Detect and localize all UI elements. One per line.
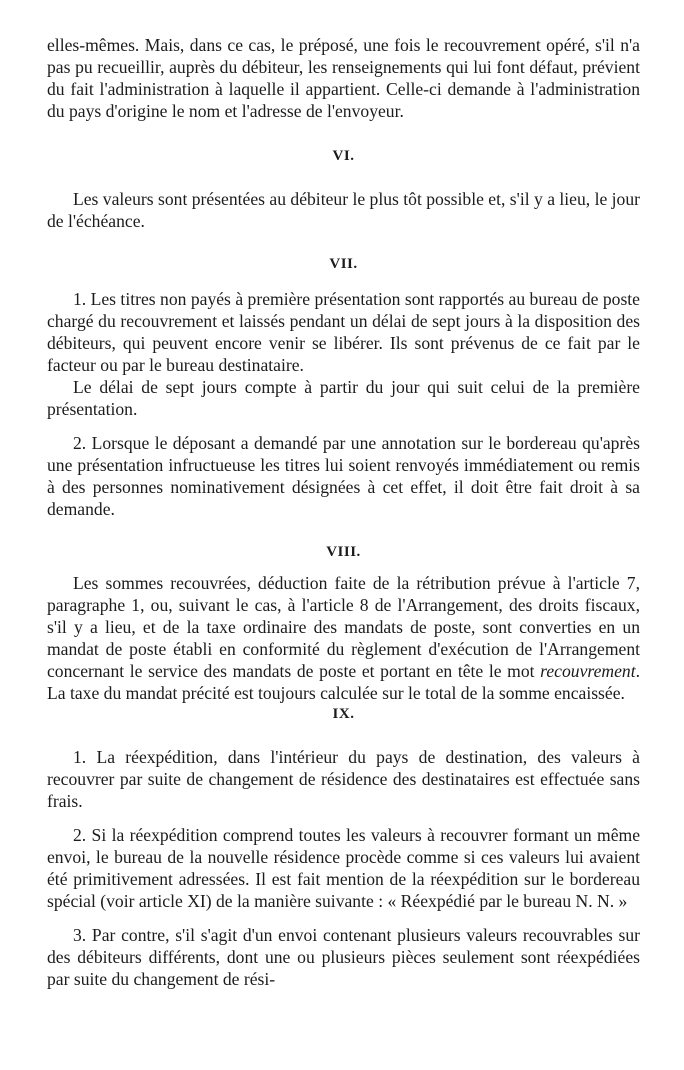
section-heading-ix: IX. [332, 706, 355, 722]
section-heading-vi: VI. [332, 148, 355, 164]
paragraph-vii-1-continued: Le délai de sept jours compte à partir du jour qui suit celui de la première présentation. [47, 377, 640, 419]
paragraph-vi: Les valeurs sont présentées au débiteur le plus tôt possible et, s'il y a lieu, le jour de l'échéance. [47, 189, 641, 231]
paragraph-vii-1: 1. Les titres non payés à première présentation sont rapportés au bureau de poste chargé du recouvrement et laissés pendant un délai de sept jours à la disposition des débiteurs, qui peuvent encore venir se libérer. Ils sont prévenus de ce fait par le facteur ou par le bureau destinataire. [47, 289, 640, 375]
paragraph-viii-text-a: Les sommes recouvrées, déduction faite de la rétribution prévue à l'article 7, paragraphe 1, ou, suivant le cas, à l'article 8 de l'Arrangement, des droits fiscaux, s'il y a lieu, et de la taxe ordinaire des mandats de poste, sont converties en un mandat de poste établi en conformité du règlement d'exécution de l'Arrangement concernant le service des mandats de poste et portant en tête le mot [47, 573, 640, 681]
section-heading-vii: VII. [329, 256, 358, 272]
paragraph-viii [47, 572, 640, 704]
paragraph-ix-3: 3. Par contre, s'il s'agit d'un envoi contenant plusieurs valeurs recouvrables sur des débiteurs différents, dont une ou plusieurs pièces seulement sont réexpédiées par suite du changement de rési- [47, 925, 640, 989]
paragraph-ix-1: 1. La réexpédition, dans l'intérieur du pays de destination, des valeurs à recouvrer par suite de changement de résidence des destinataires est effectuée sans frais. [47, 747, 640, 811]
paragraph-intro: elles-mêmes. Mais, dans ce cas, le préposé, une fois le recouvrement opéré, s'il n'a pas pu recueillir, auprès du débiteur, les renseignements qui lui font défaut, prévient du fait l'administration à laquelle il appartient. Celle-ci demande à l'administration du pays d'origine le nom et l'adresse de l'envoyeur. [47, 35, 640, 121]
paragraph-ix-2: 2. Si la réexpédition comprend toutes les valeurs à recouvrer formant un même envoi, le bureau de la nouvelle résidence procède comme si ces valeurs lui avaient été primitivement adressées. Il est fait mention de la réexpédition sur le bordereau spécial (voir article XI) de la manière suivante : « Réexpédié par le bureau N. N. » [47, 825, 640, 911]
paragraph-vii-2: 2. Lorsque le déposant a demandé par une annotation sur le bordereau qu'après une présentation infructueuse les titres lui soient renvoyés immédiatement ou remis à des personnes nominativement désignées à cet effet, il doit être fait droit à sa demande. [47, 433, 640, 519]
section-heading-viii: VIII. [326, 544, 361, 560]
paragraph-viii-italic-word: recouvrement [540, 661, 636, 681]
paragraph-viii-text-b: . La taxe du mandat précité est toujours calculée sur le total de la somme encaissée. [47, 661, 640, 703]
